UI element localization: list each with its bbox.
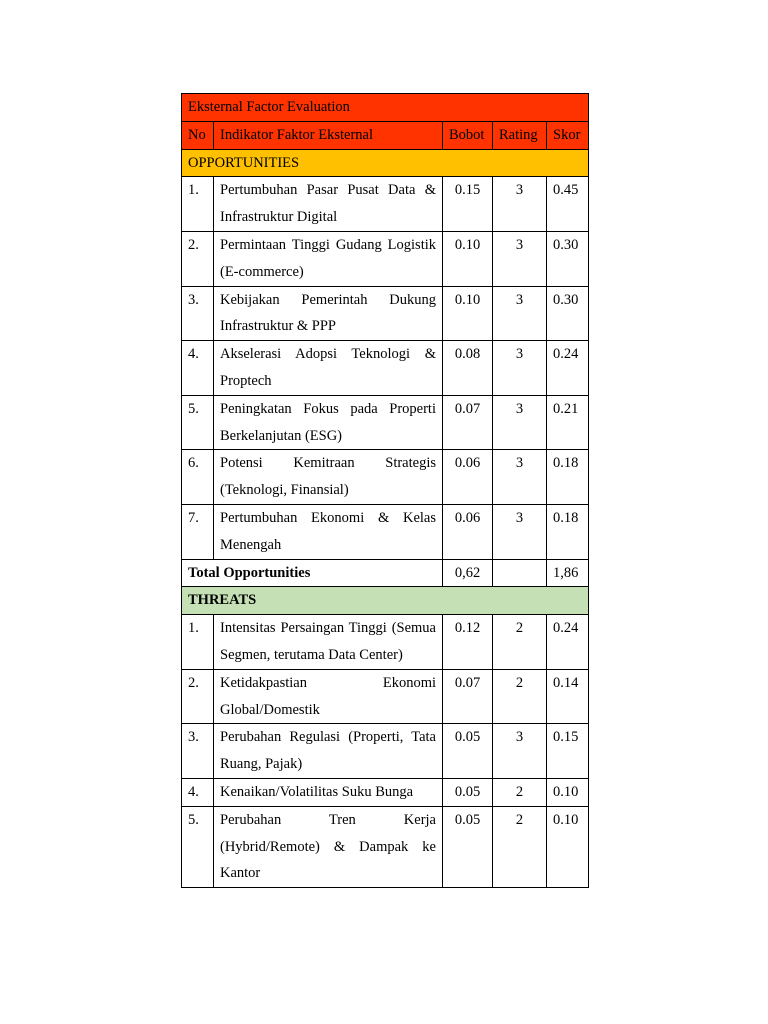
opportunities-label: OPPORTUNITIES (182, 149, 589, 177)
row-indicator: Perubahan Tren Kerja (Hybrid/Remote) & Dampak ke Kantor (214, 806, 443, 887)
row-skor: 0.10 (547, 806, 589, 887)
row-indicator: Pertumbuhan Pasar Pusat Data & Infrastruktur Digital (214, 177, 443, 232)
row-no: 2. (182, 231, 214, 286)
threats-label: THREATS (182, 587, 589, 615)
row-no: 1. (182, 615, 214, 670)
header-no: No (182, 121, 214, 149)
row-no: 5. (182, 395, 214, 450)
row-indicator: Akselerasi Adopsi Teknologi & Proptech (214, 341, 443, 396)
row-rating: 3 (493, 341, 547, 396)
total-opportunities-row (182, 559, 589, 587)
total-skor: 1,86 (547, 559, 589, 587)
table-title: Eksternal Factor Evaluation (182, 94, 589, 122)
threats-section-row (182, 587, 589, 615)
opportunity-row (182, 231, 589, 286)
row-bobot: 0.15 (443, 177, 493, 232)
row-skor: 0.18 (547, 504, 589, 559)
row-rating: 2 (493, 778, 547, 806)
row-no: 7. (182, 504, 214, 559)
row-no: 2. (182, 669, 214, 724)
row-indicator: Ketidakpastian Ekonomi Global/Domestik (214, 669, 443, 724)
opportunity-row (182, 395, 589, 450)
row-bobot: 0.07 (443, 395, 493, 450)
row-rating: 2 (493, 615, 547, 670)
threat-row (182, 778, 589, 806)
row-bobot: 0.05 (443, 806, 493, 887)
row-rating: 2 (493, 669, 547, 724)
header-rating: Rating (493, 121, 547, 149)
opportunity-row (182, 177, 589, 232)
row-skor: 0.24 (547, 341, 589, 396)
threat-row (182, 615, 589, 670)
row-no: 6. (182, 450, 214, 505)
row-bobot: 0.05 (443, 724, 493, 779)
row-indicator: Potensi Kemitraan Strategis (Teknologi, Finansial) (214, 450, 443, 505)
row-indicator: Intensitas Persaingan Tinggi (Semua Segmen, terutama Data Center) (214, 615, 443, 670)
threat-row (182, 806, 589, 887)
row-rating: 3 (493, 231, 547, 286)
total-label: Total Opportunities (182, 559, 443, 587)
row-skor: 0.18 (547, 450, 589, 505)
row-rating: 3 (493, 395, 547, 450)
row-skor: 0.30 (547, 231, 589, 286)
row-no: 1. (182, 177, 214, 232)
opportunities-section-row (182, 149, 589, 177)
table-title-row (182, 94, 589, 122)
row-rating: 2 (493, 806, 547, 887)
total-rating (493, 559, 547, 587)
row-rating: 3 (493, 177, 547, 232)
row-skor: 0.10 (547, 778, 589, 806)
row-indicator: Kenaikan/Volatilitas Suku Bunga (214, 778, 443, 806)
header-bobot: Bobot (443, 121, 493, 149)
row-bobot: 0.12 (443, 615, 493, 670)
total-bobot: 0,62 (443, 559, 493, 587)
header-indicator: Indikator Faktor Eksternal (214, 121, 443, 149)
row-rating: 3 (493, 724, 547, 779)
row-bobot: 0.06 (443, 450, 493, 505)
row-skor: 0.45 (547, 177, 589, 232)
row-bobot: 0.07 (443, 669, 493, 724)
opportunity-row (182, 341, 589, 396)
opportunity-row (182, 504, 589, 559)
row-rating: 3 (493, 450, 547, 505)
row-rating: 3 (493, 504, 547, 559)
row-bobot: 0.10 (443, 286, 493, 341)
row-bobot: 0.08 (443, 341, 493, 396)
opportunity-row (182, 450, 589, 505)
threat-row (182, 669, 589, 724)
row-no: 3. (182, 286, 214, 341)
row-indicator: Peningkatan Fokus pada Properti Berkelanjutan (ESG) (214, 395, 443, 450)
table-header-row (182, 121, 589, 149)
row-indicator: Permintaan Tinggi Gudang Logistik (E-commerce) (214, 231, 443, 286)
row-no: 3. (182, 724, 214, 779)
row-skor: 0.24 (547, 615, 589, 670)
row-skor: 0.21 (547, 395, 589, 450)
row-skor: 0.15 (547, 724, 589, 779)
row-bobot: 0.10 (443, 231, 493, 286)
row-bobot: 0.06 (443, 504, 493, 559)
row-skor: 0.14 (547, 669, 589, 724)
threat-row (182, 724, 589, 779)
row-rating: 3 (493, 286, 547, 341)
row-no: 5. (182, 806, 214, 887)
row-indicator: Kebijakan Pemerintah Dukung Infrastruktur & PPP (214, 286, 443, 341)
row-indicator: Perubahan Regulasi (Properti, Tata Ruang, Pajak) (214, 724, 443, 779)
header-skor: Skor (547, 121, 589, 149)
opportunity-row (182, 286, 589, 341)
row-indicator: Pertumbuhan Ekonomi & Kelas Menengah (214, 504, 443, 559)
row-bobot: 0.05 (443, 778, 493, 806)
row-no: 4. (182, 341, 214, 396)
row-skor: 0.30 (547, 286, 589, 341)
efe-table (181, 93, 589, 888)
row-no: 4. (182, 778, 214, 806)
efe-table-body (182, 94, 589, 888)
